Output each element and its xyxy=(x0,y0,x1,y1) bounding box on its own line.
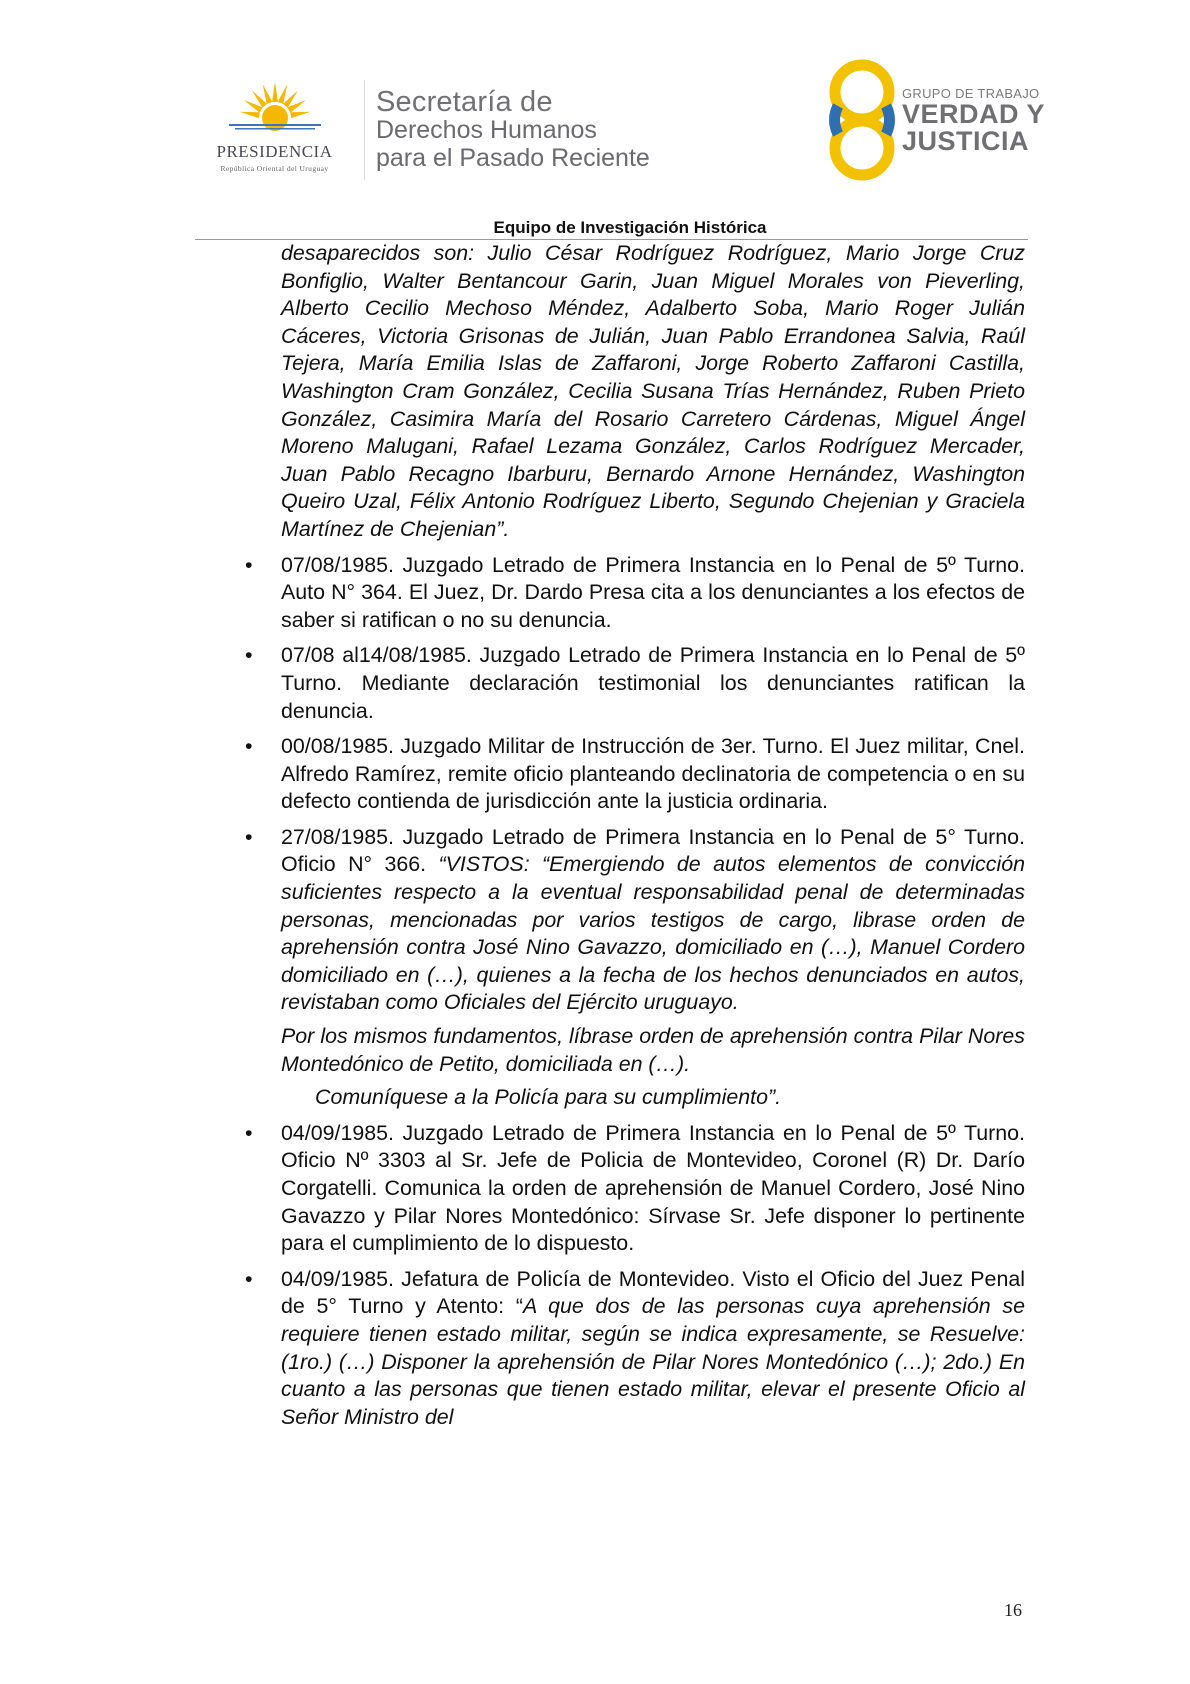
secretaria-line-1: Secretaría de xyxy=(376,86,553,118)
item-text: 00/08/1985. Juzgado Militar de Instrucción de 3er. Turno. El Juez militar, Cnel. Alfredo Ramírez, remite oficio planteando declinatoria de competencia o en su defecto contienda de jurisdicción ante la justicia ordinaria. xyxy=(281,734,1025,814)
bullet: • xyxy=(245,643,253,668)
item-text: 04/09/1985. Jefatura de Policía de Montevideo. Visto el Oficio del Juez Penal de 5° Turno y Atento: “ xyxy=(281,1266,1025,1319)
item-quote: “VISTOS: “Emergiendo de autos elementos de convicción suficientes respecto a la eventual responsabilidad penal de determinadas personas, mencionadas por varios testigos de cargo, librase orden de aprehensión contra José Nino Gavazzo, domiciliado en (…), Manuel Cordero domiciliado en (…), quienes a la fecha de los hechos denunciados en autos, revistaban como Oficiales del Ejército uruguayo. xyxy=(281,852,1025,1015)
secretaria-line-2: Derechos Humanos xyxy=(376,116,597,144)
bullet: • xyxy=(245,1266,253,1291)
list-item xyxy=(245,642,1025,725)
bullet: • xyxy=(245,552,253,577)
team-title: Equipo de Investigación Histórica xyxy=(493,218,767,237)
item-text: 07/08 al14/08/1985. Juzgado Letrado de Primera Instancia en lo Penal de 5º Turno. Mediante declaración testimonial los denunciantes ratifican la denuncia. xyxy=(281,643,1025,723)
presidencia-subtitle: República Oriental del Uruguay xyxy=(220,164,329,173)
quote-paragraph: Por los mismos fundamentos, líbrase orden de aprehensión contra Pilar Nores Montedónico de Petito, domiciliada en (…). xyxy=(281,1024,1025,1076)
document-body xyxy=(245,240,1025,1431)
gtvj-line-3: JUSTICIA xyxy=(902,126,1030,156)
page-number: 16 xyxy=(1004,1600,1022,1620)
item-quote: A que dos de las personas cuya aprehensión se requiere tienen estado militar, según se indica expresamente, se Resuelve: (1ro.) (…) Disponer la aprehensión de Pilar Nores Montedónico (…); 2do.) En cuanto a las personas que tienen estado militar, elevar el presente Oficio al Señor Ministro del xyxy=(281,1294,1025,1429)
item-text: 04/09/1985. Juzgado Letrado de Primera Instancia en lo Penal de 5º Turno. Oficio Nº 3303 al Sr. Jefe de Policia de Montevideo, Coronel (R) Dr. Darío Corgatelli. Comunica la orden de aprehensión de Manuel Cordero, José Nino Gavazzo y Pilar Nores Montedónico: Sírvase Sr. Jefe disponer lo pertinente para el cumplimiento de lo dispuesto. xyxy=(281,1120,1025,1256)
verdad-justicia-wordmark xyxy=(902,86,1045,155)
list-item xyxy=(245,824,1025,1017)
intro-paragraph: desaparecidos son: Julio César Rodríguez Rodríguez, Mario Jorge Cruz Bonfiglio, Walter Bentancour Garin, Juan Miguel Morales von Pieverling, Alberto Cecilio Mechoso Méndez, Adalberto Soba, Mario Roger Julián Cáceres, Victoria Grisonas de Julián, Juan Pablo Errandonea Salvia, Raúl Tejera, María Emilia Islas de Zaffaroni, Jorge Roberto Zaffaroni Castilla, Washington Cram González, Cecilia Susana Trías Hernández, Ruben Prieto González, Casimira María del Rosario Carretero Cárdenas, Miguel Ángel Moreno Malugani, Rafael Lezama González, Carlos Rodríguez Mercader, Juan Pablo Recagno Ibarburu, Bernardo Arnone Hernández, Washington Queiro Uzal, Félix Antonio Rodríguez Liberto, Segundo Chejenian y Graciela Martínez de Chejenian”. xyxy=(281,241,1025,541)
bullet: • xyxy=(245,824,253,849)
gtvj-line-2: VERDAD Y xyxy=(902,99,1046,129)
quote-closing: Comuníquese a la Policía para su cumplimiento”. xyxy=(315,1085,782,1110)
list-item xyxy=(245,1120,1025,1258)
presidencia-wordmark: PRESIDENCIA xyxy=(216,142,333,161)
gtvj-line-1: GRUPO DE TRABAJO xyxy=(902,86,1040,101)
list-item xyxy=(245,733,1025,816)
sun-emblem-icon xyxy=(229,80,321,142)
document-header xyxy=(0,0,1190,240)
secretaria-wordmark xyxy=(376,88,650,172)
item-text: 07/08/1985. Juzgado Letrado de Primera Instancia en lo Penal de 5º Turno. Auto N° 364. El Juez, Dr. Dardo Presa cita a los denunciantes a los efectos de saber si ratifican o no su denuncia. xyxy=(281,552,1025,632)
list-item xyxy=(245,552,1025,635)
presidencia-logo xyxy=(197,80,352,180)
item-text: 27/08/1985. Juzgado Letrado de Primera Instancia en lo Penal de 5° Turno. Oficio N° 366. xyxy=(281,824,1025,877)
bullet: • xyxy=(245,1120,253,1145)
secretaria-line-3: para el Pasado Reciente xyxy=(376,144,650,172)
header-divider xyxy=(364,80,365,180)
verdad-justicia-rings-icon xyxy=(820,56,915,184)
list-item xyxy=(245,1266,1025,1432)
bullet: • xyxy=(245,734,253,759)
